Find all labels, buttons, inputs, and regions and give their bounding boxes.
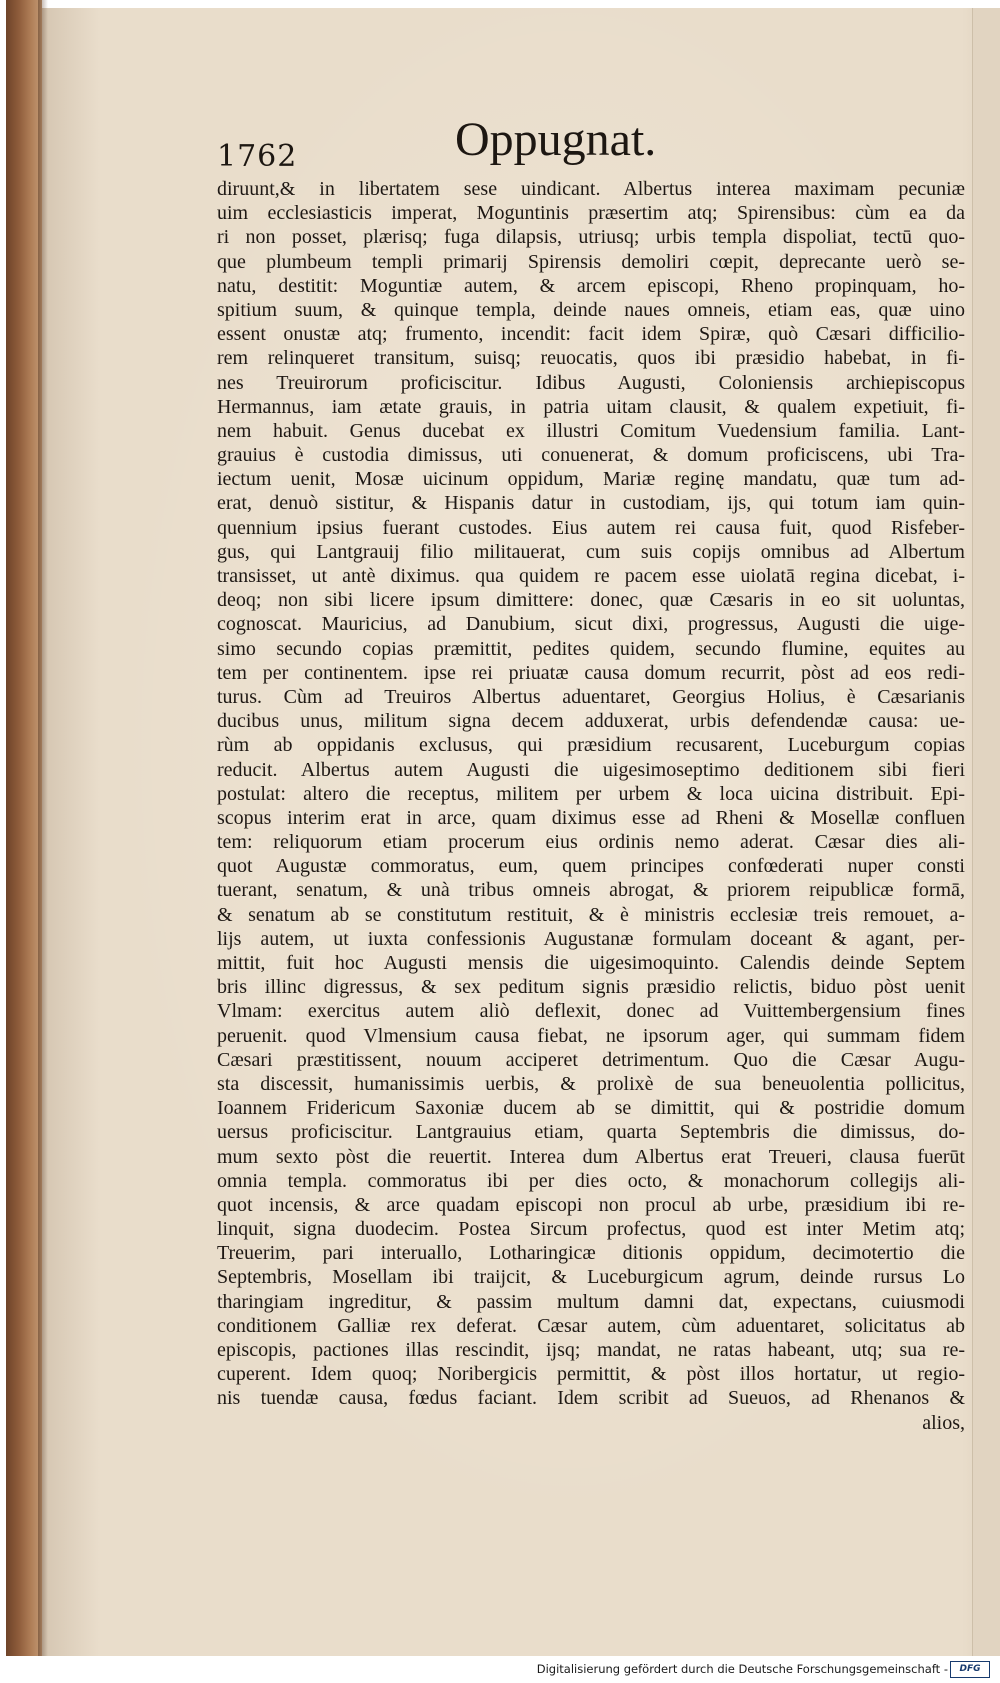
text-line: tharingiam ingreditur, & passim multum damni dat, expectans, cuiusmodi: [217, 1290, 965, 1313]
body-text: [217, 177, 965, 1435]
text-line: turus. Cùm ad Treuiros Albertus aduentaret, Georgius Holius, è Cæsarianis: [217, 685, 965, 708]
text-line: essent onustæ atq; frumento, incendit: facit idem Spiræ, quò Cæsari difficilio-: [217, 323, 965, 346]
text-line: Septembris, Mosellam ibi traijcit, & Luceburgicum agrum, deinde rursus Lo: [217, 1266, 965, 1289]
text-line: quot Augustæ commoratus, eum, quem principes confœderati nuper consti: [217, 855, 965, 878]
top-margin: [0, 0, 1000, 8]
text-line: transisset, ut antè diximus. qua quidem re pacem esse uiolatā regina dicebat, i-: [217, 565, 965, 587]
text-line: nes Treuirorum proficiscitur. Idibus Augusti, Coloniensis archiepiscopus: [217, 371, 965, 394]
text-line: rem relinqueret transitum, suisq; reuocatis, quos ibi præsidio habebat, in fi-: [217, 347, 965, 370]
text-line: uim ecclesiasticis imperat, Moguntinis præsertim atq; Spirensibus: cùm ea da: [217, 202, 965, 225]
text-line: cognoscat. Mauricius, ad Danubium, sicut dixi, progressus, Augusti die uige-: [217, 613, 965, 636]
text-line: spitium suum, & quinque templa, deinde naues omneis, etiam eas, quæ uino: [217, 298, 965, 321]
text-line: linquit, signa duodecim. Postea Sircum profectus, quod est inter Metim atq;: [217, 1218, 965, 1241]
book-cover-edge: [6, 0, 42, 1683]
text-line: cuperent. Idem quoq; Noribergicis permittit, & pòst illos hortatur, ut regio-: [217, 1363, 965, 1386]
text-line: episcopis, pactiones illas rescindit, ijsq; mandat, ne ratas habeant, utq; sua re-: [217, 1339, 965, 1361]
text-line: Ioannem Fridericum Saxoniæ ducem ab se dimittit, qui & postridie domum: [217, 1097, 965, 1120]
text-line: natu, destitit: Moguntiæ autem, & arcem episcopi, Rheno propinquam, ho-: [217, 274, 965, 297]
next-page-edge: [972, 8, 1000, 1656]
text-line: diruunt,& in libertatem sese uindicant. Albertus interea maximam pecuniæ: [217, 178, 965, 200]
text-line: ducibus unus, militum signa decem adduxerat, urbis defendendæ causa: ue-: [217, 710, 965, 733]
text-line: conditionem Galliæ rex deferat. Cæsar autem, cùm aduentaret, solicitatus ab: [217, 1314, 965, 1337]
page-number: 1762: [217, 139, 298, 174]
text-line: bris illinc digressus, & sex peditum signis præsidio relictis, biduo pòst uenit: [217, 976, 965, 999]
text-line: grauius è custodia dimissus, uti conuenerat, & domum proficiscens, ubi Tra-: [217, 444, 965, 467]
text-line: postulat: altero die receptus, militem per urbem & loca uicina distribuit. Epi-: [217, 782, 965, 805]
text-line: erat, denuò sistitur, & Hispanis datur in custodiam, ijs, qui totum iam quin-: [217, 492, 965, 515]
text-line: lijs autem, ut iuxta confessionis Augustanæ formulam doceant & agant, per-: [217, 927, 965, 950]
text-line: que plumbeum templi primarij Spirensis demoliri cœpit, deprecante uerò se-: [217, 250, 965, 273]
dfg-logo: DFG: [950, 1661, 990, 1678]
text-line: iectum uenit, Mosæ uicinum oppidum, Mariæ reginę mandatu, quæ tum ad-: [217, 468, 965, 491]
text-line: scopus interim erat in arce, quam diximus esse ad Rheni & Mosellæ confluen: [217, 806, 965, 829]
text-line: ri non posset, plærisq; fuga dilapsis, utriusq; urbis templa dispoliat, tectū quo-: [217, 226, 965, 249]
text-line: gus, qui Lantgrauij filio militauerat, cum suis copijs omnibus ad Albertum: [217, 540, 965, 563]
text-line: alios,: [922, 1411, 965, 1434]
text-line: quennium ipsius fuerant custodes. Eius autem rei causa fuit, quod Risfeber-: [217, 516, 965, 539]
text-line: reducit. Albertus autem Augusti die uigesimoseptimo deditionem sibi fieri: [217, 758, 965, 781]
running-head: Oppugnat.: [455, 113, 657, 166]
text-line: simo secundo copias præmittit, pedites quidem, secundo flumine, equites au: [217, 637, 965, 660]
text-line: tem per continentem. ipse rei priuatæ causa domum recurrit, pòst ad eos redi-: [217, 661, 965, 684]
text-line: sta discessit, humanissimis uerbis, & prolixè de sua beneuolentia pollicitus,: [217, 1072, 965, 1095]
text-line: rùm ab oppidanis exclusus, qui præsidium recusarent, Luceburgum copias: [217, 734, 965, 757]
text-line: mittit, fuit hoc Augusti mensis die uigesimoquinto. Calendis deinde Septem: [217, 952, 965, 974]
text-line: tuerant, senatum, & unà tribus omneis abrogat, & priorem reipublicæ formā,: [217, 879, 965, 902]
text-line: Cæsari præstitissent, nouum acciperet detrimentum. Quo die Cæsar Augu-: [217, 1048, 965, 1071]
text-line: Hermannus, iam ætate grauis, in patria uitam clausit, & qualem expetiuit, fi-: [217, 395, 965, 418]
text-line: deoq; non sibi licere ipsum dimittere: donec, quæ Cæsaris in eo sit uoluntas,: [217, 589, 965, 612]
text-line: nis tuendæ causa, fœdus faciant. Idem scribit ad Sueuos, ad Rhenanos &: [217, 1387, 965, 1410]
text-line: Treuerim, pari interuallo, Lotharingicæ ditionis oppidum, decimotertio die: [217, 1242, 965, 1265]
spine-shadow: [38, 0, 48, 1683]
text-line: quot incensis, & arce quadam episcopi non procul ab urbe, præsidium ibi re-: [217, 1193, 965, 1216]
text-line: mum sexto pòst die reuertit. Interea dum Albertus erat Treueri, clausa fuerūt: [217, 1145, 965, 1168]
text-line: tem: reliquorum etiam procerum eius ordinis nemo aderat. Cæsar dies ali-: [217, 831, 965, 854]
funding-credit: Digitalisierung gefördert durch die Deutsche Forschungsgemeinschaft -: [536, 1662, 948, 1676]
text-line: peruenit. quod Vlmensium causa fiebat, ne ipsorum ager, qui summam fidem: [217, 1024, 965, 1047]
text-line: omnia templa. commoratus ibi per dies octo, & monachorum collegijs ali-: [217, 1169, 965, 1192]
text-line: & senatum ab se constitutum restituit, & è ministris ecclesiæ treis remouet, a-: [217, 903, 965, 926]
text-line: Vlmam: exercitus autem aliò deflexit, donec ad Vuittembergensium fines: [217, 1000, 965, 1023]
text-line: uersus proficiscitur. Lantgrauius etiam, quarta Septembris die dimissus, do-: [217, 1121, 965, 1144]
text-line: nem habuit. Genus ducebat ex illustri Comitum Vuedensium familia. Lant-: [217, 419, 965, 442]
